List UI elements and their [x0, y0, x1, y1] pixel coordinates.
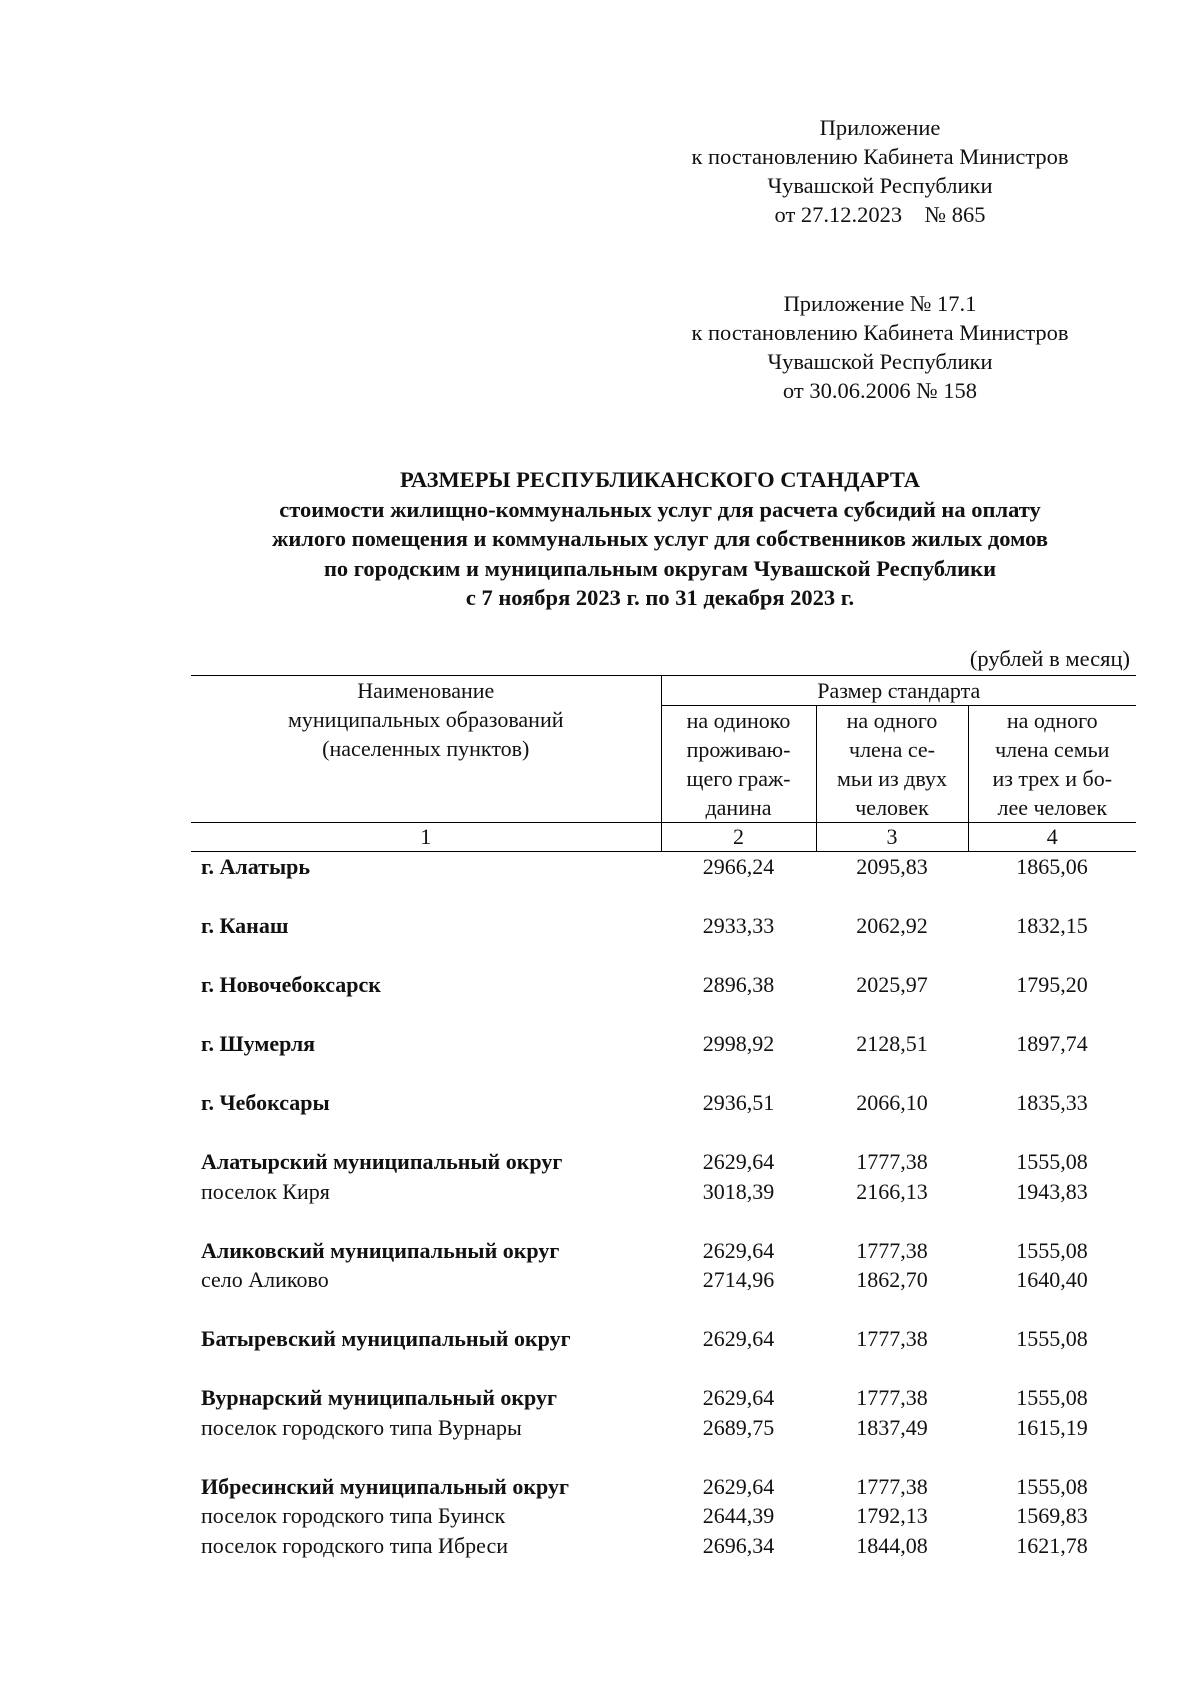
header-family-of-two	[816, 706, 968, 823]
value-three: 1555,08	[1016, 1149, 1088, 1174]
header-line: Наименование	[357, 678, 495, 703]
table-row	[191, 1324, 1136, 1354]
row-name: Алатырский муниципальный округ	[201, 1149, 563, 1174]
value-single: 2629,64	[702, 1237, 775, 1263]
row-name: Батыревский муниципальный округ	[201, 1326, 571, 1351]
value-three: 1943,83	[1016, 1178, 1088, 1204]
appendix-line: Приложение	[819, 115, 941, 140]
value-two: 2095,83	[856, 854, 928, 879]
value-single: 2629,64	[702, 1149, 775, 1174]
value-two: 1837,49	[856, 1414, 928, 1440]
header-municipality	[191, 676, 661, 823]
title-subline: по городским и муниципальным округам Чувашской Республики	[323, 555, 997, 581]
header-line: данина	[705, 795, 772, 820]
value-single: 2696,34	[702, 1532, 775, 1558]
header-line: на одного	[1006, 708, 1098, 733]
header-line: лее человек	[997, 795, 1108, 820]
header-line: члена се-	[849, 737, 935, 762]
document-title	[140, 465, 1180, 613]
value-two: 2166,13	[856, 1178, 928, 1204]
value-single: 2896,38	[702, 972, 775, 997]
value-three: 1865,06	[1016, 854, 1088, 879]
value-two: 2025,97	[856, 972, 928, 997]
table-row	[191, 1177, 1136, 1207]
header-line: проживаю-	[686, 737, 791, 762]
value-three: 1555,08	[1016, 1385, 1088, 1410]
value-three: 1640,40	[1016, 1267, 1088, 1292]
value-single: 2689,75	[702, 1414, 775, 1440]
header-line: щего граж-	[686, 766, 791, 791]
value-three: 1615,19	[1016, 1414, 1088, 1440]
value-single: 2629,64	[702, 1326, 775, 1351]
row-name: село Аликово	[201, 1267, 329, 1292]
appendix-line: к постановлению Кабинета Министров	[691, 320, 1069, 345]
table-row	[191, 1029, 1136, 1059]
appendix-line: от 27.12.2023 № 865	[774, 202, 986, 227]
table-row	[191, 1147, 1136, 1177]
table-row	[191, 1501, 1136, 1531]
row-name: Аликовский муниципальный округ	[201, 1237, 560, 1263]
row-name: поселок городского типа Вурнары	[201, 1414, 522, 1440]
table-row	[191, 970, 1136, 1000]
value-two: 1777,38	[856, 1473, 928, 1499]
column-number: 4	[968, 823, 1136, 852]
standard-table	[191, 675, 1136, 1560]
header-line: на одного	[846, 708, 938, 733]
value-two: 1777,38	[856, 1385, 928, 1410]
value-two: 2128,51	[856, 1031, 928, 1056]
value-two: 1777,38	[856, 1149, 928, 1174]
value-two: 2066,10	[856, 1090, 928, 1115]
value-single: 2644,39	[702, 1503, 775, 1528]
header-line: (населенных пунктов)	[322, 736, 530, 761]
value-two: 1792,13	[856, 1503, 928, 1528]
value-single: 2629,64	[702, 1385, 775, 1410]
value-two: 2062,92	[856, 913, 928, 938]
table-row	[191, 1413, 1136, 1443]
table-row	[191, 911, 1136, 941]
row-name: Вурнарский муниципальный округ	[201, 1385, 557, 1410]
value-three: 1621,78	[1016, 1532, 1088, 1558]
value-single: 3018,39	[702, 1178, 775, 1204]
column-number: 2	[661, 823, 816, 852]
value-three: 1569,83	[1016, 1503, 1088, 1528]
title-subline: с 7 ноября 2023 г. по 31 декабря 2023 г.	[465, 585, 855, 610]
value-two: 1777,38	[856, 1326, 928, 1351]
table-row	[191, 1265, 1136, 1295]
title-subline: жилого помещения и коммунальных услуг для собственников жилых домов	[272, 526, 1048, 551]
row-name: г. Чебоксары	[201, 1090, 330, 1115]
units-note: (рублей в месяц)	[969, 646, 1130, 671]
row-name: г. Новочебоксарск	[201, 972, 381, 997]
table-row	[191, 1531, 1136, 1561]
value-two: 1777,38	[856, 1237, 928, 1263]
header-line: члена семьи	[995, 737, 1110, 762]
title-subline: стоимости жилищно-коммунальных услуг для расчета субсидий на оплату	[279, 496, 1041, 522]
value-three: 1795,20	[1016, 972, 1088, 997]
value-single: 2936,51	[702, 1090, 775, 1115]
table-row	[191, 1472, 1136, 1502]
appendix-line: к постановлению Кабинета Министров	[691, 144, 1069, 169]
row-name: Ибресинский муниципальный округ	[201, 1473, 569, 1499]
header-single-citizen	[661, 706, 816, 823]
header-line: мьи из двух	[836, 766, 948, 791]
value-two: 1844,08	[856, 1532, 928, 1558]
value-three: 1555,08	[1016, 1237, 1088, 1263]
value-three: 1555,08	[1016, 1473, 1088, 1499]
column-number: 1	[191, 823, 661, 852]
value-three: 1897,74	[1016, 1031, 1088, 1056]
row-name: г. Алатырь	[201, 854, 311, 879]
value-single: 2966,24	[702, 854, 775, 879]
row-name: г. Шумерля	[201, 1031, 316, 1056]
value-single: 2998,92	[702, 1031, 775, 1056]
appendix-line: Чувашской Республики	[767, 349, 993, 374]
row-name: поселок городского типа Ибреси	[201, 1532, 508, 1558]
value-three: 1835,33	[1016, 1090, 1088, 1115]
table-row	[191, 852, 1136, 882]
value-two: 1862,70	[856, 1267, 928, 1292]
appendix-line: Чувашской Республики	[767, 173, 993, 198]
header-line: муниципальных образований	[287, 707, 564, 732]
value-single: 2714,96	[702, 1267, 775, 1292]
header-line: из трех и бо-	[992, 766, 1113, 791]
value-three: 1555,08	[1016, 1326, 1088, 1351]
header-family-of-three	[968, 706, 1136, 823]
table-row	[191, 1383, 1136, 1413]
row-name: г. Канаш	[201, 913, 289, 938]
header-line: на одиноко	[686, 708, 791, 733]
appendix-header-original	[630, 289, 1130, 405]
appendix-line: от 30.06.2006 № 158	[782, 378, 978, 403]
value-single: 2933,33	[702, 913, 775, 938]
header-standard-size: Размер стандарта	[661, 676, 1136, 706]
table-row	[191, 1088, 1136, 1118]
title-main: РАЗМЕРЫ РЕСПУБЛИКАНСКОГО СТАНДАРТА	[400, 467, 920, 492]
table-row	[191, 1236, 1136, 1266]
header-line: человек	[855, 795, 929, 820]
value-three: 1832,15	[1016, 913, 1088, 938]
value-single: 2629,64	[702, 1473, 775, 1499]
row-name: поселок Киря	[201, 1178, 330, 1204]
column-number: 3	[816, 823, 968, 852]
appendix-line: Приложение № 17.1	[783, 291, 977, 316]
appendix-header-current	[630, 113, 1130, 229]
row-name: поселок городского типа Буинск	[201, 1503, 506, 1528]
